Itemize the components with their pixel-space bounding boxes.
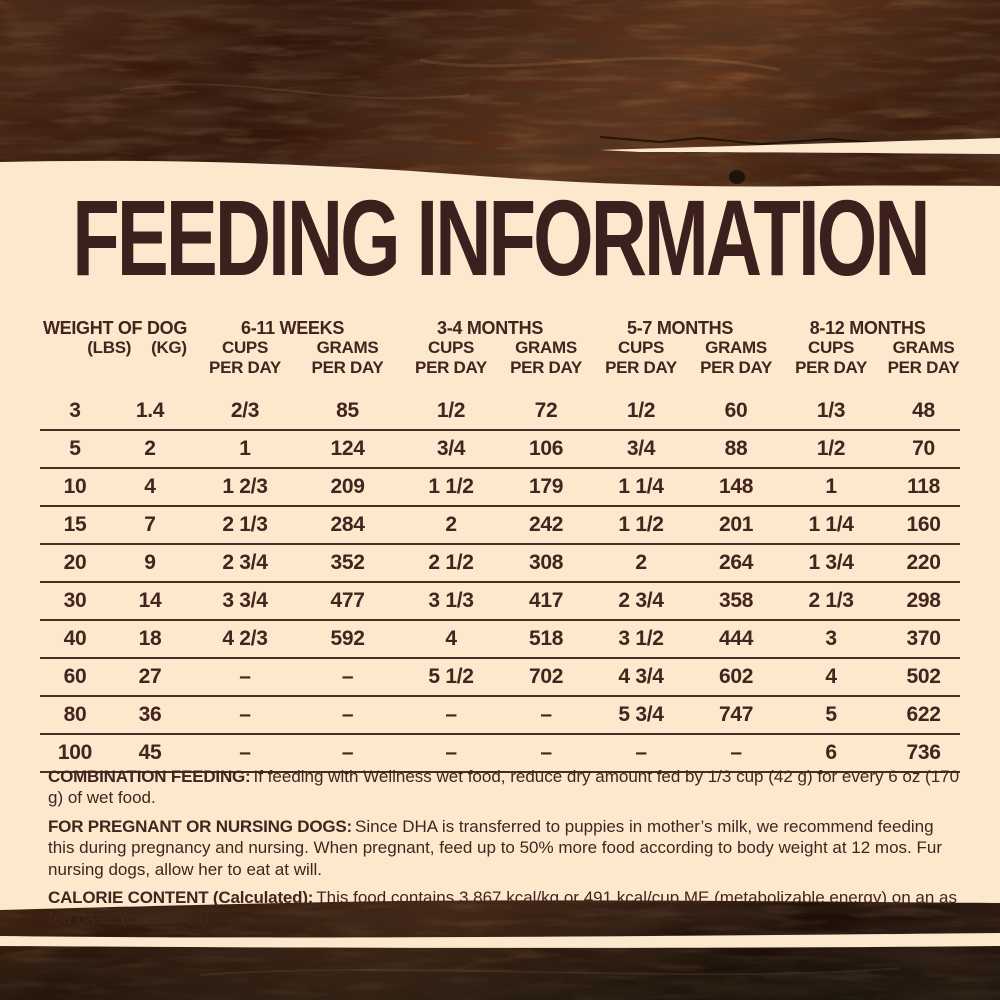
table-cell: 148	[697, 468, 775, 506]
table-cell: 40	[40, 620, 110, 658]
table-cell: 2 3/4	[585, 582, 697, 620]
col-group-weight: WEIGHT OF DOG	[42, 318, 188, 338]
col-header-grams-1: GRAMS PER DAY	[311, 338, 384, 378]
table-row	[40, 430, 960, 468]
note-lead: CALORIE CONTENT (Calculated):	[48, 888, 314, 908]
table-cell: 209	[300, 468, 395, 506]
table-cell: –	[300, 734, 395, 772]
table-cell: 284	[300, 506, 395, 544]
table-cell: 1 1/4	[585, 468, 697, 506]
table-cell: 370	[887, 620, 960, 658]
table-cell: 1/3	[775, 393, 887, 430]
col-header-lbs: (LBS)	[87, 338, 132, 358]
table-row	[40, 468, 960, 506]
col-header-cups-3: CUPS PER DAY	[605, 338, 677, 378]
table-cell: –	[395, 696, 507, 734]
table-row	[40, 582, 960, 620]
table-cell: 1	[775, 468, 887, 506]
table-cell: 3 1/3	[395, 582, 507, 620]
table-cell: –	[190, 658, 300, 696]
table-cell: 60	[697, 393, 775, 430]
table-cell: 15	[40, 506, 110, 544]
table-row	[40, 544, 960, 582]
table-row	[40, 696, 960, 734]
table-cell: 518	[507, 620, 585, 658]
table-cell: 1 1/2	[585, 506, 697, 544]
note-pregnant-nursing	[48, 816, 962, 880]
table-cell: 2/3	[190, 393, 300, 430]
note-lead: FOR PREGNANT OR NURSING DOGS:	[48, 816, 352, 836]
note-text: If feeding with Wellness wet food, reduce dry amount fed by 1/3 cup (42 g) for every 6 oz (170 g) of wet food.	[48, 767, 960, 808]
table-cell: 308	[507, 544, 585, 582]
table-row	[40, 506, 960, 544]
table-cell: 358	[697, 582, 775, 620]
table-cell: 477	[300, 582, 395, 620]
table-cell: 220	[887, 544, 960, 582]
table-cell: 5 1/2	[395, 658, 507, 696]
table-cell: 70	[887, 430, 960, 468]
table-cell: 60	[40, 658, 110, 696]
table-cell: 179	[507, 468, 585, 506]
table-cell: 88	[697, 430, 775, 468]
table-cell: 1 2/3	[190, 468, 300, 506]
table-cell: 2 1/2	[395, 544, 507, 582]
table-row	[40, 658, 960, 696]
table-cell: 1 1/2	[395, 468, 507, 506]
table-cell: 20	[40, 544, 110, 582]
note-combination-feeding	[48, 766, 962, 809]
col-header-cups-4: CUPS PER DAY	[795, 338, 867, 378]
table-cell: –	[697, 734, 775, 772]
table-cell: –	[190, 696, 300, 734]
note-text: This food contains 3,867 kcal/kg or 491 kcal/cup ME (metabolizable energy) on an as fed basis (calculated).	[48, 888, 957, 929]
table-cell: 10	[40, 468, 110, 506]
footnotes	[48, 766, 962, 937]
table-cell: 1/2	[585, 393, 697, 430]
note-lead: COMBINATION FEEDING:	[48, 767, 251, 786]
col-header-cups-1: CUPS PER DAY	[209, 338, 281, 378]
table-cell: 6	[775, 734, 887, 772]
table-cell: 602	[697, 658, 775, 696]
col-group-5-7-months: 5-7 MONTHS	[627, 318, 734, 338]
table-cell: 124	[300, 430, 395, 468]
feeding-table	[40, 318, 960, 773]
table-cell: 5 3/4	[585, 696, 697, 734]
table-cell: 444	[697, 620, 775, 658]
table-cell: 3 1/2	[585, 620, 697, 658]
table-cell: 242	[507, 506, 585, 544]
table-cell: 4	[395, 620, 507, 658]
table-cell: 9	[110, 544, 190, 582]
table-cell: 2 3/4	[190, 544, 300, 582]
table-cell: 36	[110, 696, 190, 734]
table-cell: –	[507, 734, 585, 772]
table-cell: 1	[190, 430, 300, 468]
table-cell: 3/4	[395, 430, 507, 468]
table-cell: 1 1/4	[775, 506, 887, 544]
table-cell: 3 3/4	[190, 582, 300, 620]
table-cell: 4	[775, 658, 887, 696]
page-title-wrap	[0, 177, 1000, 298]
table-cell: 14	[110, 582, 190, 620]
table-cell: –	[190, 734, 300, 772]
table-cell: 352	[300, 544, 395, 582]
table-cell: 2	[110, 430, 190, 468]
table-cell: –	[300, 696, 395, 734]
table-cell: 85	[300, 393, 395, 430]
page-title: FEEDING INFORMATION	[72, 177, 928, 298]
table-cell: 622	[887, 696, 960, 734]
table-cell: 27	[110, 658, 190, 696]
feeding-table-wrap	[40, 318, 960, 773]
table-row	[40, 393, 960, 430]
table-cell: 747	[697, 696, 775, 734]
table-cell: 100	[40, 734, 110, 772]
col-header-lbs-kg	[40, 338, 190, 393]
table-cell: 2 1/3	[190, 506, 300, 544]
table-cell: 2 1/3	[775, 582, 887, 620]
table-cell: 1/2	[775, 430, 887, 468]
table-cell: 4 3/4	[585, 658, 697, 696]
table-cell: 201	[697, 506, 775, 544]
col-group-6-11-weeks: 6-11 WEEKS	[240, 318, 345, 338]
table-cell: 3	[40, 393, 110, 430]
table-cell: 4 2/3	[190, 620, 300, 658]
table-cell: 5	[40, 430, 110, 468]
table-cell: 72	[507, 393, 585, 430]
table-cell: 118	[887, 468, 960, 506]
table-cell: 18	[110, 620, 190, 658]
table-cell: 48	[887, 393, 960, 430]
table-cell: 5	[775, 696, 887, 734]
note-calorie-content	[48, 887, 962, 930]
table-cell: 502	[887, 658, 960, 696]
table-cell: 7	[110, 506, 190, 544]
table-cell: 3	[775, 620, 887, 658]
col-group-8-12-months: 8-12 MONTHS	[809, 318, 926, 338]
table-cell: 2	[395, 506, 507, 544]
table-cell: 4	[110, 468, 190, 506]
col-group-3-4-months: 3-4 MONTHS	[437, 318, 544, 338]
table-cell: 417	[507, 582, 585, 620]
table-cell: 80	[40, 696, 110, 734]
table-cell: 264	[697, 544, 775, 582]
table-cell: –	[395, 734, 507, 772]
table-group-header-row	[40, 318, 960, 338]
table-cell: 45	[110, 734, 190, 772]
table-cell: 30	[40, 582, 110, 620]
col-header-cups-2: CUPS PER DAY	[415, 338, 487, 378]
table-cell: 298	[887, 582, 960, 620]
table-cell: 1 3/4	[775, 544, 887, 582]
col-header-kg: (KG)	[151, 338, 187, 358]
note-text: Since DHA is transferred to puppies in mother’s milk, we recommend feeding this during pregnancy and nursing. When pregnant, feed up to 50% more food according to body weight at 12 mos. Fur nursing dogs, allow her to eat at will.	[48, 816, 942, 879]
table-cell: –	[300, 658, 395, 696]
table-cell: 160	[887, 506, 960, 544]
table-cell: 106	[507, 430, 585, 468]
table-cell: 1/2	[395, 393, 507, 430]
table-cell: 2	[585, 544, 697, 582]
table-sub-header-row	[40, 338, 960, 393]
table-cell: 1.4	[110, 393, 190, 430]
col-header-grams-4: GRAMS PER DAY	[887, 338, 960, 378]
feeding-table-body	[40, 393, 960, 772]
table-cell: 3/4	[585, 430, 697, 468]
table-row	[40, 620, 960, 658]
col-header-grams-2: GRAMS PER DAY	[510, 338, 582, 378]
table-cell: 702	[507, 658, 585, 696]
table-cell: 736	[887, 734, 960, 772]
table-cell: –	[585, 734, 697, 772]
table-cell: 592	[300, 620, 395, 658]
col-header-grams-3: GRAMS PER DAY	[700, 338, 772, 378]
table-cell: –	[507, 696, 585, 734]
